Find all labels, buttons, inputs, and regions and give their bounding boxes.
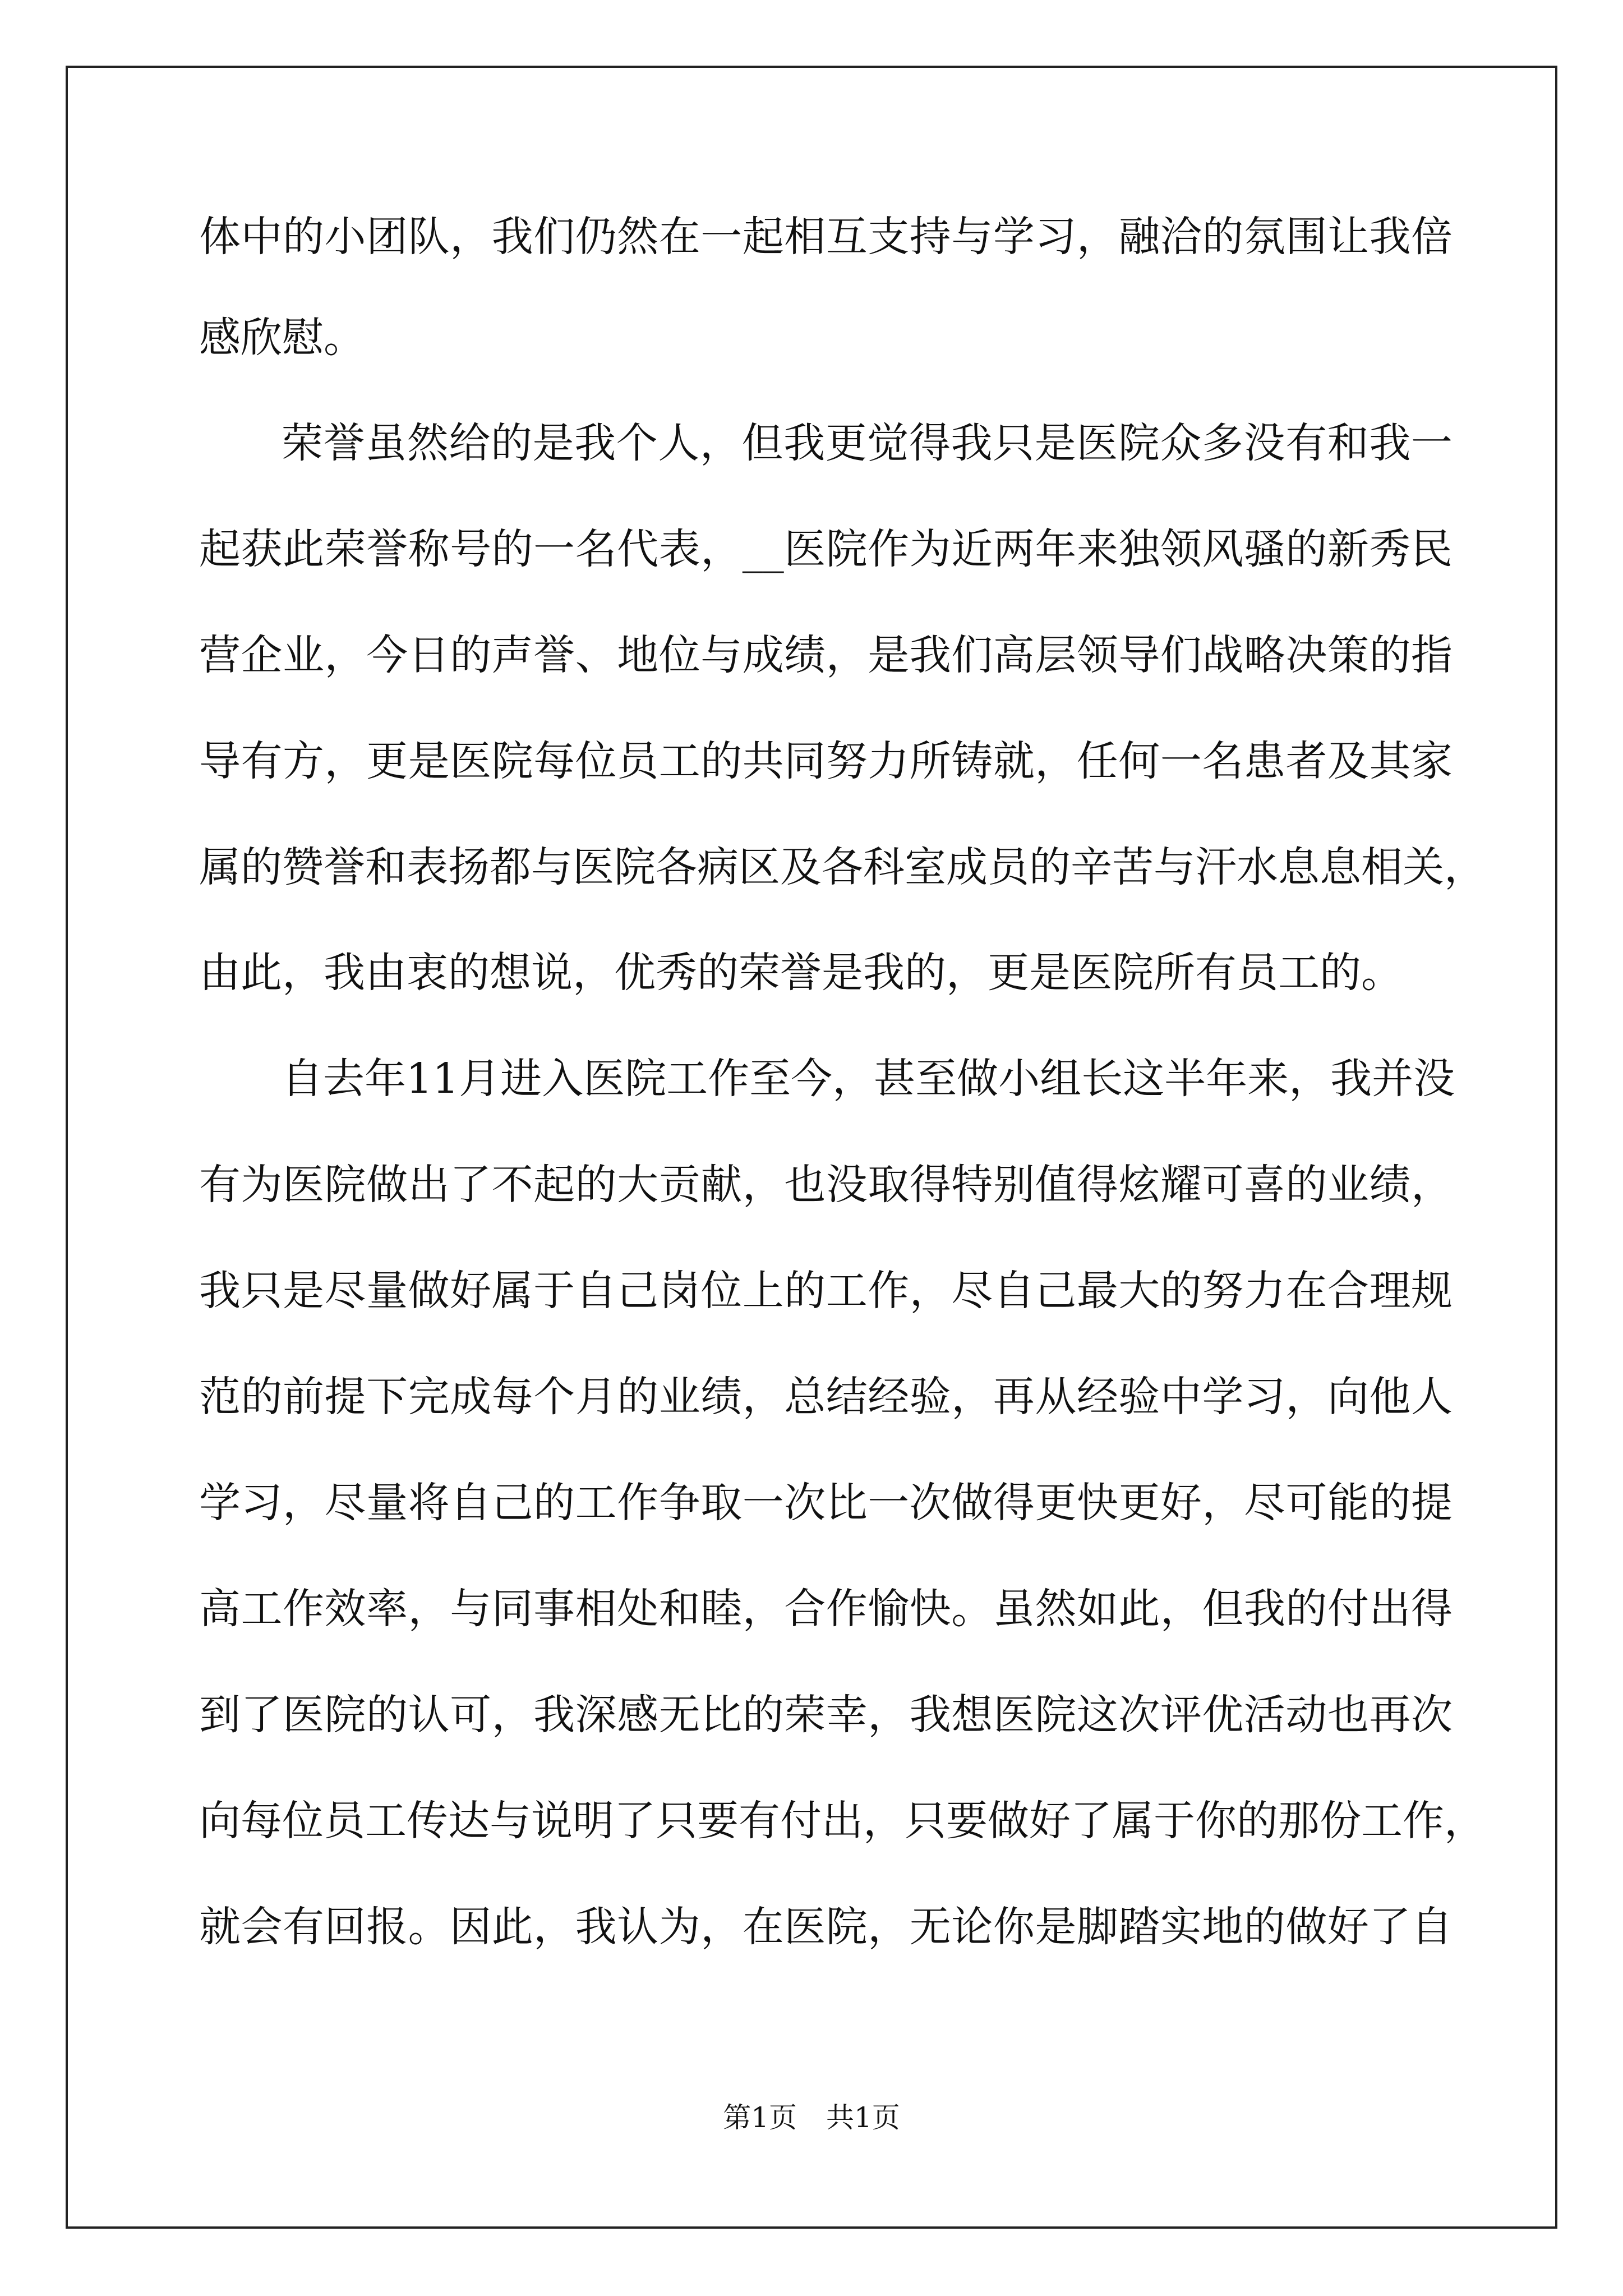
text-line: 就会有回报。因此，我认为，在医院，无论你是脚踏实地的做好了自 — [199, 1903, 1453, 1951]
text-line: 向每位员工传达与说明了只要有付出，只要做好了属于你的那份工作， — [199, 1797, 1486, 1845]
text-line: 自去年11月进入医院工作至今，甚至做小组长这半年来，我并没 — [282, 1055, 1455, 1103]
text-line: 由此，我由衷的想说，优秀的荣誉是我的，更是医院所有员工的。 — [199, 949, 1403, 997]
text-line: 营企业，今日的声誉、地位与成绩，是我们高层领导们战略决策的指 — [199, 631, 1453, 679]
text-line: 高工作效率，与同事相处和睦，合作愉快。虽然如此，但我的付出得 — [199, 1585, 1453, 1633]
text-line: 到了医院的认可，我深感无比的荣幸，我想医院这次评优活动也再次 — [199, 1691, 1453, 1739]
text-line: 感欣慰。 — [199, 314, 365, 362]
page-total: 共1页 — [826, 2101, 900, 2134]
text-line: 我只是尽量做好属于自己岗位上的工作，尽自己最大的努力在合理规 — [199, 1267, 1453, 1315]
text-line: 范的前提下完成每个月的业绩，总结经验，再从经验中学习，向他人 — [199, 1373, 1453, 1421]
page-footer — [0, 2101, 1623, 2134]
text-line: 属的赞誉和表扬都与医院各病区及各科室成员的辛苦与汗水息息相关， — [199, 843, 1486, 891]
text-line: 学习，尽量将自己的工作争取一次比一次做得更快更好，尽可能的提 — [199, 1479, 1453, 1527]
text-line: 起获此荣誉称号的一名代表，__医院作为近两年来独领风骚的新秀民 — [199, 525, 1453, 573]
text-line: 荣誉虽然给的是我个人，但我更觉得我只是医院众多没有和我一 — [282, 419, 1453, 467]
text-line: 导有方，更是医院每位员工的共同努力所铸就，任何一名患者及其家 — [199, 737, 1453, 785]
text-line: 体中的小团队，我们仍然在一起相互支持与学习，融洽的氛围让我倍 — [199, 213, 1453, 261]
text-line: 有为医院做出了不起的大贡献，也没取得特别值得炫耀可喜的业绩， — [199, 1161, 1453, 1209]
page-number: 第1页 — [723, 2101, 797, 2134]
